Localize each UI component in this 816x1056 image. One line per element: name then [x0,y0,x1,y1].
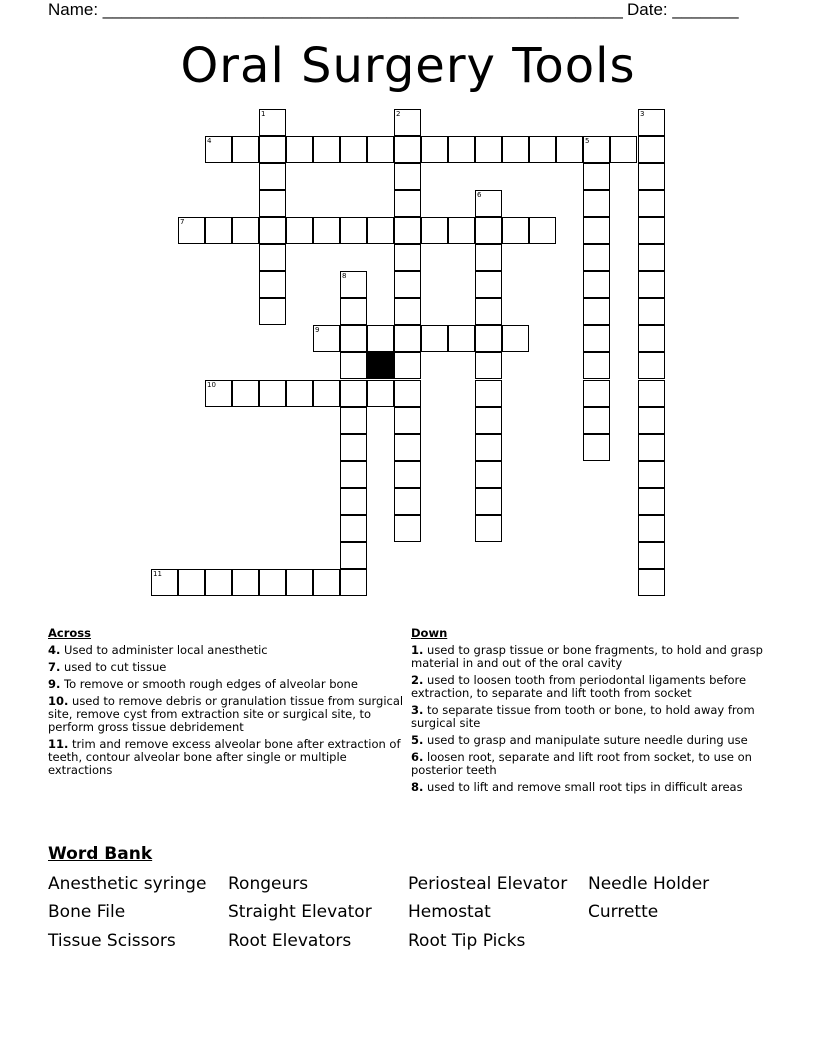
grid-cell[interactable] [313,136,340,163]
clue-number: 11. [48,737,69,751]
grid-cell[interactable] [529,217,556,244]
grid-cell[interactable] [638,163,665,190]
grid-cell[interactable] [340,569,367,596]
grid-cell[interactable] [394,325,421,352]
word-bank-title: Word Bank [48,844,153,864]
grid-cell[interactable] [367,217,394,244]
clue-number: 5. [411,733,424,747]
grid-cell[interactable] [638,136,665,163]
grid-cell[interactable] [394,271,421,298]
grid-cell[interactable] [610,136,637,163]
grid-cell[interactable] [232,569,259,596]
grid-cell[interactable] [340,298,367,325]
grid-cell[interactable] [638,380,665,407]
grid-cell[interactable] [475,434,502,461]
grid-cell[interactable] [448,136,475,163]
grid-cell[interactable] [583,163,610,190]
grid-cell[interactable] [340,407,367,434]
grid-cell[interactable] [583,407,610,434]
clue-text: trim and remove excess alveolar bone after extraction of teeth, contour alveolar bone after single or multiple extractions [48,737,401,777]
grid-cell[interactable] [394,217,421,244]
clue-down-1 [411,644,776,670]
cell-number: 5 [585,137,590,145]
clue-number: 8. [411,780,424,794]
grid-cell[interactable] [367,325,394,352]
grid-cell[interactable] [583,298,610,325]
clue-across-4 [48,644,406,657]
cell-number: 3 [640,110,645,118]
grid-cell-blocked [367,352,394,379]
grid-cell[interactable] [340,461,367,488]
grid-cell[interactable] [583,190,610,217]
clue-number: 4. [48,643,61,657]
name-field[interactable]: Name: _______________________________________________________ [48,0,623,19]
grid-cell[interactable] [583,325,610,352]
grid-cell[interactable] [583,244,610,271]
grid-cell[interactable] [583,380,610,407]
cell-number: 2 [396,110,401,118]
word-bank-item: Root Tip Picks [408,931,526,951]
grid-cell[interactable] [394,407,421,434]
clue-down-5 [411,734,776,747]
grid-cell[interactable] [475,136,502,163]
grid-cell[interactable] [205,380,232,407]
grid-cell[interactable] [394,461,421,488]
grid-cell[interactable] [232,217,259,244]
word-bank-item: Hemostat [408,902,491,922]
grid-cell[interactable] [340,136,367,163]
across-clues [48,627,406,781]
grid-cell[interactable] [638,190,665,217]
across-heading: Across [48,626,91,640]
grid-cell[interactable] [340,217,367,244]
grid-cell[interactable] [394,298,421,325]
grid-cell[interactable] [340,352,367,379]
grid-cell[interactable] [313,217,340,244]
grid-cell[interactable] [151,569,178,596]
grid-cell[interactable] [502,325,529,352]
grid-cell[interactable] [259,271,286,298]
grid-cell[interactable] [340,434,367,461]
grid-cell[interactable] [421,325,448,352]
word-bank-item: Needle Holder [588,874,710,894]
grid-cell[interactable] [286,136,313,163]
grid-cell[interactable] [475,407,502,434]
word-bank-item: Rongeurs [228,874,309,894]
grid-cell[interactable] [529,136,556,163]
grid-cell[interactable] [475,190,502,217]
page-title: Oral Surgery Tools [180,38,636,94]
grid-cell[interactable] [502,217,529,244]
clue-text: To remove or smooth rough edges of alveolar bone [64,677,358,691]
grid-cell[interactable] [448,217,475,244]
grid-cell[interactable] [583,271,610,298]
clue-text: loosen root, separate and lift root from socket, to use on posterior teeth [411,750,752,777]
grid-cell[interactable] [475,488,502,515]
grid-cell[interactable] [259,217,286,244]
cell-number: 4 [207,137,212,145]
grid-cell[interactable] [556,136,583,163]
grid-cell[interactable] [394,136,421,163]
grid-cell[interactable] [394,380,421,407]
grid-cell[interactable] [475,217,502,244]
grid-cell[interactable] [638,542,665,569]
date-field[interactable]: Date: _______ [627,0,739,19]
grid-cell[interactable] [421,217,448,244]
cell-number: 9 [315,326,320,334]
grid-cell[interactable] [286,217,313,244]
grid-cell[interactable] [259,244,286,271]
grid-cell[interactable] [475,244,502,271]
grid-cell[interactable] [394,352,421,379]
clue-across-7 [48,661,406,674]
clue-number: 7. [48,660,61,674]
clue-down-8 [411,781,776,794]
grid-cell[interactable] [340,542,367,569]
grid-cell[interactable] [394,163,421,190]
cell-number: 1 [261,110,266,118]
grid-cell[interactable] [340,380,367,407]
grid-cell[interactable] [475,380,502,407]
clue-text: used to cut tissue [64,660,167,674]
clue-number: 2. [411,673,424,687]
clue-text: used to grasp and manipulate suture needle during use [427,733,748,747]
clue-number: 1. [411,643,424,657]
clue-number: 6. [411,750,424,764]
grid-cell[interactable] [475,352,502,379]
clue-number: 9. [48,677,61,691]
clue-across-10 [48,695,406,734]
grid-cell[interactable] [638,325,665,352]
grid-cell[interactable] [394,190,421,217]
grid-cell[interactable] [340,325,367,352]
grid-cell[interactable] [475,325,502,352]
grid-cell[interactable] [205,136,232,163]
cell-number: 8 [342,272,347,280]
grid-cell[interactable] [205,569,232,596]
grid-cell[interactable] [313,380,340,407]
grid-cell[interactable] [367,380,394,407]
grid-cell[interactable] [340,488,367,515]
grid-cell[interactable] [340,271,367,298]
grid-cell[interactable] [638,488,665,515]
word-bank-item: Straight Elevator [228,902,372,922]
clue-number: 3. [411,703,424,717]
grid-cell[interactable] [205,217,232,244]
grid-cell[interactable] [475,298,502,325]
grid-cell[interactable] [583,217,610,244]
grid-cell[interactable] [259,380,286,407]
grid-cell[interactable] [340,515,367,542]
grid-cell[interactable] [421,136,448,163]
grid-cell[interactable] [259,190,286,217]
grid-cell[interactable] [259,298,286,325]
grid-cell[interactable] [475,271,502,298]
grid-cell[interactable] [448,325,475,352]
grid-cell[interactable] [583,136,610,163]
clue-number: 10. [48,694,69,708]
grid-cell[interactable] [502,136,529,163]
grid-cell[interactable] [259,163,286,190]
grid-cell[interactable] [394,488,421,515]
grid-cell[interactable] [638,244,665,271]
grid-cell[interactable] [583,434,610,461]
word-bank-item: Currette [588,902,659,922]
clue-across-9 [48,678,406,691]
down-clues [411,627,776,798]
grid-cell[interactable] [259,136,286,163]
clue-across-11 [48,738,406,777]
word-bank-item: Bone File [48,902,126,922]
clue-down-2 [411,674,776,700]
grid-cell[interactable] [583,352,610,379]
down-heading: Down [411,626,448,640]
grid-cell[interactable] [638,515,665,542]
clue-text: used to grasp tissue or bone fragments, to hold and grasp material in and out of the oral cavity [411,643,763,670]
grid-cell[interactable] [178,217,205,244]
grid-cell[interactable] [475,515,502,542]
word-bank-item: Anesthetic syringe [48,874,207,894]
grid-cell[interactable] [638,109,665,136]
grid-cell[interactable] [638,217,665,244]
clue-down-3 [411,704,776,730]
grid-cell[interactable] [286,569,313,596]
grid-cell[interactable] [259,109,286,136]
clue-down-6 [411,751,776,777]
grid-cell[interactable] [232,136,259,163]
grid-cell[interactable] [638,434,665,461]
grid-cell[interactable] [286,380,313,407]
grid-cell[interactable] [232,380,259,407]
clue-text: Used to administer local anesthetic [64,643,268,657]
grid-cell[interactable] [313,325,340,352]
grid-cell[interactable] [394,244,421,271]
cell-number: 11 [153,570,162,578]
grid-cell[interactable] [367,136,394,163]
clue-text: to separate tissue from tooth or bone, to hold away from surgical site [411,703,755,730]
word-bank-item: Periosteal Elevator [408,874,568,894]
grid-cell[interactable] [259,569,286,596]
word-bank-item: Root Elevators [228,931,352,951]
grid-cell[interactable] [394,434,421,461]
grid-cell[interactable] [638,271,665,298]
grid-cell[interactable] [638,352,665,379]
grid-cell[interactable] [394,515,421,542]
grid-cell[interactable] [475,461,502,488]
grid-cell[interactable] [638,407,665,434]
grid-cell[interactable] [313,569,340,596]
cell-number: 7 [180,218,185,226]
clue-text: used to lift and remove small root tips in difficult areas [427,780,743,794]
clue-text: used to remove debris or granulation tissue from surgical site, remove cyst from extraction site or surgical site, to perform gross tissue debridement [48,694,404,734]
grid-cell[interactable] [638,461,665,488]
word-bank-item: Tissue Scissors [48,931,176,951]
clue-text: used to loosen tooth from periodontal ligaments before extraction, to separate and lift tooth from socket [411,673,747,700]
grid-cell[interactable] [638,298,665,325]
cell-number: 6 [477,191,482,199]
grid-cell[interactable] [394,109,421,136]
grid-cell[interactable] [178,569,205,596]
grid-cell[interactable] [638,569,665,596]
cell-number: 10 [207,381,216,389]
